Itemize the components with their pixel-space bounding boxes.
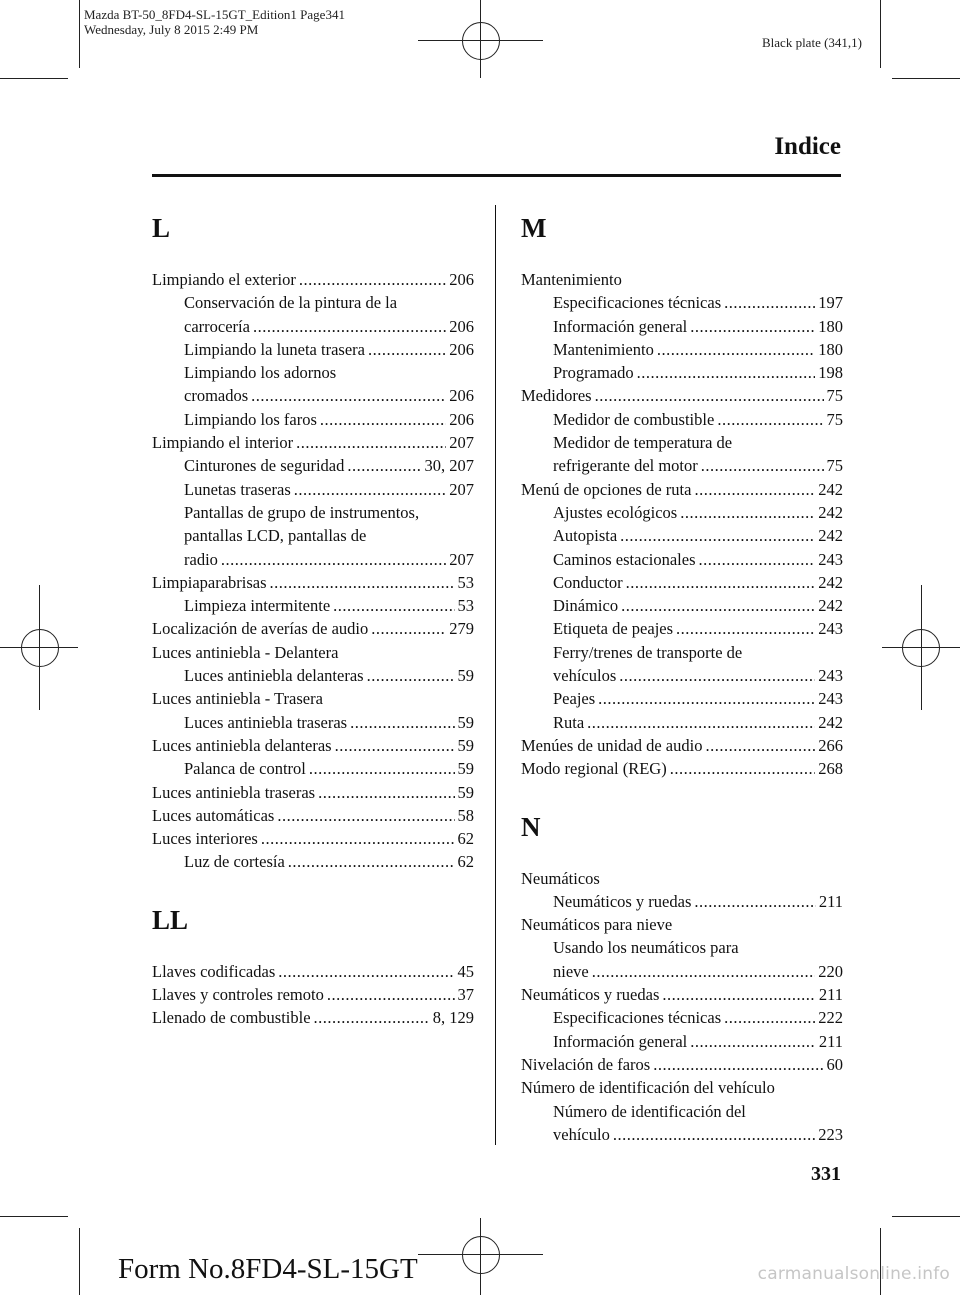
dot-leader — [371, 617, 446, 640]
index-page-ref[interactable]: 30, 207 — [424, 456, 474, 476]
print-meta — [84, 7, 345, 37]
dot-leader — [699, 548, 816, 571]
dot-leader — [314, 1006, 430, 1029]
index-page-ref[interactable]: 59 — [457, 712, 474, 732]
index-entry-text: nieve — [553, 961, 589, 981]
crop-mark — [880, 1228, 881, 1295]
dot-leader — [621, 594, 815, 617]
index-page-ref[interactable]: 53 — [457, 596, 474, 616]
index-page-ref[interactable]: 180 — [818, 316, 843, 336]
index-page-ref[interactable]: 243 — [818, 549, 843, 569]
index-entry-text: vehículos — [553, 666, 617, 686]
dot-leader — [261, 827, 455, 850]
crop-mark — [0, 1216, 68, 1217]
index-entry-text: Luces antiniebla - Trasera — [152, 689, 323, 709]
index-entry-text: Programado — [553, 363, 634, 383]
index-entry — [521, 1076, 843, 1099]
index-subentry — [152, 408, 474, 431]
index-entry-text: Luces interiores — [152, 829, 258, 849]
index-entry-text: Neumáticos y ruedas — [553, 891, 692, 911]
index-entry-text: Modo regional (REG) — [521, 759, 667, 779]
index-entry — [521, 384, 843, 407]
index-subentry — [521, 711, 843, 734]
crop-mark — [79, 0, 80, 68]
index-entry-text: Mantenimiento — [553, 339, 654, 359]
dot-leader — [368, 338, 446, 361]
index-subentry — [152, 478, 474, 501]
letter-gap — [521, 781, 843, 807]
index-entry-text: Menúes de unidad de audio — [521, 735, 703, 755]
index-entry-text: Luz de cortesía — [184, 852, 285, 872]
dot-leader — [270, 571, 455, 594]
index-page-ref[interactable]: 242 — [818, 479, 843, 499]
dot-leader — [347, 454, 421, 477]
index-page-ref[interactable]: 242 — [818, 526, 843, 546]
index-subentry — [521, 454, 843, 477]
index-column-right — [521, 208, 843, 1146]
index-entry-text: Mantenimiento — [521, 270, 622, 289]
index-page-ref[interactable]: 60 — [826, 1054, 843, 1074]
index-entry — [521, 478, 843, 501]
index-entry-text: Usando los neumáticos para — [553, 938, 739, 958]
index-page-ref[interactable]: 198 — [818, 363, 843, 383]
index-column-left — [152, 208, 474, 1030]
index-subentry — [521, 594, 843, 617]
index-entry-text: Ferry/trenes de transporte de — [553, 642, 743, 662]
dot-leader — [701, 454, 824, 477]
index-subentry — [521, 960, 843, 983]
dot-leader — [717, 408, 823, 431]
print-meta-line1: Mazda BT-50_8FD4-SL-15GT_Edition1 Page341 — [84, 7, 345, 22]
dot-leader — [690, 1030, 816, 1053]
index-entry — [521, 757, 843, 780]
dot-leader — [333, 594, 454, 617]
dot-leader — [251, 384, 446, 407]
index-entry-text: Luces antiniebla - Delantera — [152, 642, 339, 662]
section-title: Indice — [774, 133, 841, 160]
index-subentry — [152, 548, 474, 571]
index-subentry — [152, 338, 474, 361]
index-entry — [152, 641, 474, 664]
dot-leader — [309, 757, 455, 780]
index-page-ref[interactable]: 206 — [449, 316, 474, 336]
index-subentry — [152, 454, 474, 477]
dot-leader — [327, 983, 455, 1006]
index-page-ref[interactable]: 207 — [449, 479, 474, 499]
dot-leader — [724, 291, 815, 314]
index-entry-text: Autopista — [553, 526, 618, 546]
index-entry-text: carrocería — [184, 316, 250, 336]
dot-leader — [595, 384, 824, 407]
dot-leader — [694, 478, 815, 501]
index-page-ref[interactable]: 59 — [457, 759, 474, 779]
index-subentry — [521, 338, 843, 361]
dot-leader — [278, 960, 454, 983]
watermark-text: carmanualsonline.info — [757, 1264, 950, 1284]
index-entry — [521, 983, 843, 1006]
index-entry — [152, 960, 474, 983]
index-page-ref[interactable]: 243 — [818, 689, 843, 709]
index-subentry — [521, 936, 843, 959]
letter-gap — [152, 874, 474, 900]
dot-leader — [653, 1053, 823, 1076]
index-page-ref[interactable]: 242 — [818, 596, 843, 616]
index-entry-text: Neumáticos y ruedas — [521, 985, 660, 1005]
index-entry — [521, 913, 843, 936]
dot-leader — [221, 548, 446, 571]
index-subentry — [521, 291, 843, 314]
dot-leader — [637, 361, 816, 384]
index-entry-text: Llaves y controles remoto — [152, 985, 324, 1005]
crop-mark — [892, 78, 960, 79]
index-subentry — [152, 757, 474, 780]
letter-gap — [521, 248, 843, 268]
index-page-ref[interactable]: 62 — [457, 852, 474, 872]
index-entry-text: radio — [184, 549, 218, 569]
index-subentry — [521, 571, 843, 594]
index-page-ref[interactable]: 75 — [826, 409, 843, 429]
index-entry-text: Limpiaparabrisas — [152, 572, 267, 592]
index-page-ref[interactable]: 211 — [818, 891, 843, 911]
index-entry-text: Información general — [553, 316, 688, 336]
index-letter-heading: N — [521, 811, 541, 842]
black-plate-label: Black plate (341,1) — [762, 35, 862, 50]
index-entry-text: refrigerante del motor — [553, 456, 698, 476]
index-entry-text: Ajustes ecológicos — [553, 502, 678, 522]
index-entry-text: Nivelación de faros — [521, 1054, 651, 1074]
index-entry-text: Etiqueta de peajes — [553, 619, 674, 639]
crop-mark — [79, 1228, 80, 1295]
index-entry — [152, 734, 474, 757]
index-entry-text: Dinámico — [553, 596, 619, 616]
index-subentry — [152, 384, 474, 407]
index-entry-text: cromados — [184, 386, 249, 406]
index-entry-text: Peajes — [553, 689, 596, 709]
index-entry-text: Limpiando el interior — [152, 433, 294, 453]
index-entry-text: Información general — [553, 1031, 688, 1051]
index-page-ref[interactable]: 223 — [818, 1124, 843, 1144]
index-page-ref[interactable]: 220 — [818, 961, 843, 981]
index-entry-text: Limpiando los adornos — [184, 363, 337, 383]
index-entry-text: Llaves codificadas — [152, 961, 276, 981]
index-page-ref[interactable]: 207 — [449, 433, 474, 453]
dot-leader — [277, 804, 454, 827]
index-subentry — [152, 501, 474, 524]
index-subentry — [152, 361, 474, 384]
index-page-ref[interactable]: 206 — [449, 339, 474, 359]
index-entry-text: Limpieza intermitente — [184, 596, 331, 616]
index-entry-text: Limpiando el exterior — [152, 270, 296, 289]
index-page-ref[interactable]: 53 — [457, 572, 474, 592]
index-subentry — [521, 1123, 843, 1146]
index-subentry — [521, 361, 843, 384]
index-subentry — [521, 524, 843, 547]
index-entry-text: Conductor — [553, 572, 623, 592]
form-number: Form No.8FD4-SL-15GT — [118, 1253, 418, 1285]
index-page-ref[interactable]: 62 — [457, 829, 474, 849]
index-page-ref[interactable]: 243 — [818, 619, 843, 639]
index-entry-text: Luces antiniebla delanteras — [152, 735, 332, 755]
dot-leader — [620, 524, 815, 547]
dot-leader — [296, 431, 446, 454]
dot-leader — [705, 734, 815, 757]
print-meta-line2: Wednesday, July 8 2015 2:49 PM — [84, 22, 259, 37]
index-subentry — [521, 890, 843, 913]
index-page-ref[interactable]: 242 — [818, 502, 843, 522]
index-letter-heading: M — [521, 213, 547, 243]
index-entry-text: Llenado de combustible — [152, 1008, 311, 1028]
crop-mark — [0, 78, 68, 79]
index-subentry — [521, 641, 843, 664]
index-subentry — [152, 711, 474, 734]
index-subentry — [152, 291, 474, 314]
index-page-ref[interactable]: 59 — [457, 735, 474, 755]
crop-mark — [892, 1216, 960, 1217]
index-entry-text: Neumáticos — [521, 868, 600, 888]
dot-leader — [598, 687, 815, 710]
index-subentry — [521, 548, 843, 571]
index-entry-text: Medidor de temperatura de — [553, 433, 733, 453]
index-entry-text: Especificaciones técnicas — [553, 293, 722, 313]
index-subentry — [521, 617, 843, 640]
index-entry-text: Medidor de combustible — [553, 409, 715, 429]
index-entry — [152, 804, 474, 827]
index-entry-text: Menú de opciones de ruta — [521, 479, 692, 499]
index-subentry — [521, 431, 843, 454]
index-entry — [152, 827, 474, 850]
column-divider — [495, 205, 496, 1145]
index-page-ref[interactable]: 59 — [457, 782, 474, 802]
index-entry-text: Medidores — [521, 386, 592, 406]
index-entry — [152, 617, 474, 640]
index-subentry — [521, 315, 843, 338]
index-page-ref[interactable]: 206 — [449, 409, 474, 429]
letter-gap — [521, 847, 843, 867]
dot-leader — [253, 315, 446, 338]
index-subentry — [521, 1006, 843, 1029]
index-subentry — [521, 501, 843, 524]
dot-leader — [320, 408, 446, 431]
index-page-ref[interactable]: 206 — [449, 386, 474, 406]
index-subentry — [521, 1030, 843, 1053]
index-entry — [152, 1006, 474, 1029]
dot-leader — [288, 850, 455, 873]
dot-leader — [318, 781, 454, 804]
index-subentry — [152, 524, 474, 547]
dot-leader — [592, 960, 816, 983]
letter-gap — [152, 248, 474, 268]
dot-leader — [657, 338, 815, 361]
dot-leader — [335, 734, 455, 757]
dot-leader — [367, 664, 455, 687]
index-entry-text: Cinturones de seguridad — [184, 456, 345, 476]
index-page-ref[interactable]: 59 — [457, 666, 474, 686]
index-page-ref[interactable]: 211 — [818, 985, 843, 1005]
index-entry-text: vehículo — [553, 1124, 610, 1144]
dot-leader — [299, 268, 446, 291]
index-subentry — [521, 687, 843, 710]
index-subentry — [521, 408, 843, 431]
dot-leader — [626, 571, 816, 594]
index-page-ref[interactable]: 75 — [826, 456, 843, 476]
index-page-ref[interactable]: 180 — [818, 339, 843, 359]
dot-leader — [662, 983, 815, 1006]
index-entry — [521, 734, 843, 757]
index-entry-text: Luces antiniebla delanteras — [184, 666, 364, 686]
index-entry — [152, 687, 474, 710]
index-entry-text: Localización de averías de audio — [152, 619, 369, 639]
index-entry — [521, 867, 843, 890]
index-entry — [521, 1053, 843, 1076]
dot-leader — [670, 757, 816, 780]
index-entry — [152, 983, 474, 1006]
dot-leader — [350, 711, 454, 734]
index-entry-text: Limpiando la luneta trasera — [184, 339, 365, 359]
dot-leader — [724, 1006, 815, 1029]
index-page-ref[interactable]: 8, 129 — [432, 1008, 474, 1028]
index-entry-text: Especificaciones técnicas — [553, 1008, 722, 1028]
index-subentry — [521, 664, 843, 687]
dot-leader — [613, 1123, 815, 1146]
header-rule — [152, 174, 841, 177]
index-subentry — [521, 1100, 843, 1123]
index-subentry — [152, 850, 474, 873]
index-entry-text: Caminos estacionales — [553, 549, 696, 569]
index-page-ref[interactable]: 207 — [449, 549, 474, 569]
index-entry-text: Conservación de la pintura de la — [184, 293, 398, 313]
index-page-ref[interactable]: 242 — [818, 712, 843, 732]
index-entry-text: Luces antiniebla traseras — [184, 712, 348, 732]
index-letter-heading: LL — [152, 904, 189, 935]
index-entry — [152, 781, 474, 804]
index-subentry — [152, 594, 474, 617]
index-entry-text: pantallas LCD, pantallas de — [184, 526, 367, 546]
index-page-ref[interactable]: 266 — [818, 735, 843, 755]
index-page-ref[interactable]: 75 — [826, 386, 843, 406]
dot-leader — [587, 711, 815, 734]
page-number: 331 — [811, 1163, 841, 1185]
dot-leader — [680, 501, 815, 524]
dot-leader — [619, 664, 815, 687]
index-letter-heading: L — [152, 213, 171, 243]
index-page-ref[interactable]: 37 — [457, 985, 474, 1005]
index-entry — [152, 571, 474, 594]
letter-gap — [152, 940, 474, 960]
index-entry-text: Ruta — [553, 712, 585, 732]
index-page-ref[interactable]: 206 — [449, 270, 474, 289]
index-subentry — [152, 315, 474, 338]
index-entry — [152, 431, 474, 454]
dot-leader — [694, 890, 815, 913]
index-page-ref[interactable]: 242 — [818, 572, 843, 592]
index-page-ref[interactable]: 243 — [818, 666, 843, 686]
index-entry-text: Pantallas de grupo de instrumentos, — [184, 502, 420, 522]
index-page-ref[interactable]: 45 — [457, 961, 474, 981]
index-subentry — [152, 664, 474, 687]
index-entry-text: Luces antiniebla traseras — [152, 782, 316, 802]
index-entry-text: Palanca de control — [184, 759, 306, 779]
index-page-ref[interactable]: 222 — [818, 1008, 843, 1028]
index-entry-text: Lunetas traseras — [184, 479, 291, 499]
index-page-ref[interactable]: 197 — [818, 293, 843, 313]
index-entry — [521, 268, 843, 291]
crop-mark — [880, 0, 881, 68]
index-entry-text: Luces automáticas — [152, 805, 275, 825]
index-page-ref[interactable]: 279 — [449, 619, 474, 639]
index-entry-text: Número de identificación del — [553, 1101, 746, 1121]
dot-leader — [690, 315, 815, 338]
dot-leader — [676, 617, 815, 640]
index-entry — [152, 268, 474, 291]
index-entry-text: Número de identificación del vehículo — [521, 1078, 775, 1098]
dot-leader — [294, 478, 447, 501]
index-entry-text: Neumáticos para nieve — [521, 915, 673, 935]
index-page-ref[interactable]: 211 — [818, 1031, 843, 1051]
index-page-ref[interactable]: 58 — [457, 805, 474, 825]
index-entry-text: Limpiando los faros — [184, 409, 317, 429]
index-page-ref[interactable]: 268 — [818, 759, 843, 779]
